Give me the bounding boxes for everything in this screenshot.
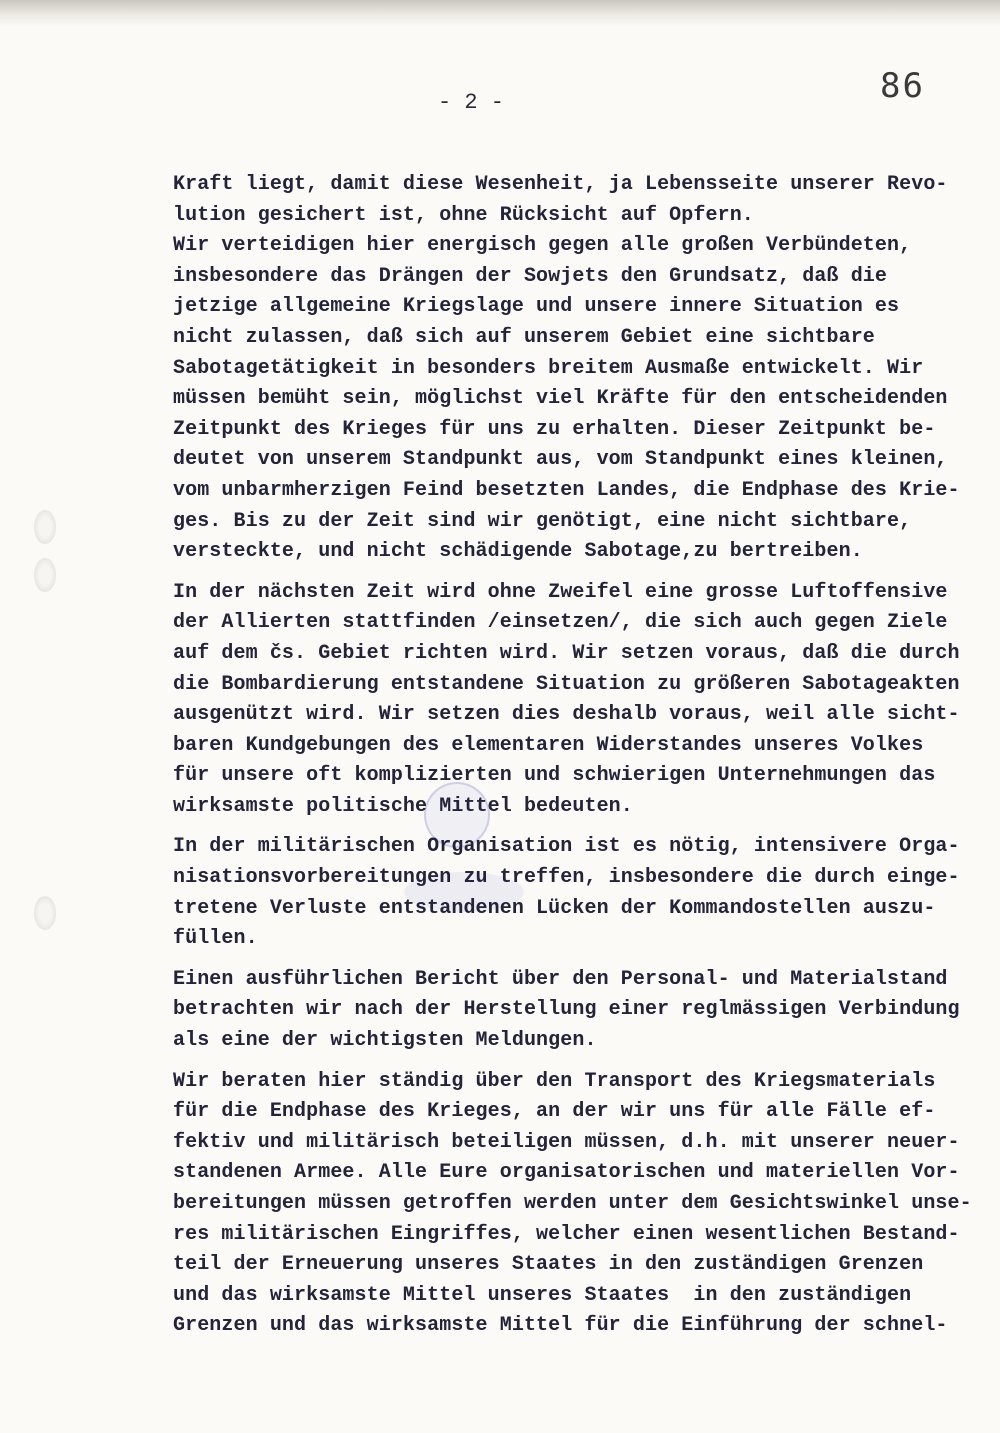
text-line: jetzige allgemeine Kriegslage und unsere innere Situation es [173,295,900,319]
text-line: ges. Bis zu der Zeit sind wir genötigt, eine nicht sichtbare, [173,509,912,533]
text-line: lution gesichert ist, ohne Rücksicht auf Opfern. [173,203,754,227]
body-text [173,170,993,1342]
text-line: Wir verteidigen hier energisch gegen alle großen Verbündeten, [173,234,912,258]
text-line: wirksamste politische Mittel bedeuten. [173,794,633,818]
page-number: - 2 - [438,90,505,115]
punch-hole [34,510,56,544]
text-line: Einen ausführlichen Bericht über den Personal- und Materialstand [173,967,948,991]
text-line: versteckte, und nicht schädigende Sabotage,zu bertreiben. [173,540,863,564]
text-line: fektiv und militärisch beteiligen müssen, d.h. mit unserer neuer- [173,1130,960,1154]
text-line: In der militärischen Organisation ist es nötig, intensivere Orga- [173,835,960,859]
text-line: tretene Verluste entstandenen Lücken der Kommandostellen auszu- [173,896,936,920]
text-line: vom unbarmherzigen Feind besetzten Landes, die Endphase des Krie- [173,478,960,502]
text-line: der Allierten stattfinden /einsetzen/, die sich auch gegen Ziele [173,611,948,635]
text-line: für die Endphase des Krieges, an der wir uns für alle Fälle ef- [173,1100,936,1124]
text-line: Kraft liegt, damit diese Wesenheit, ja Lebensseite unserer Revo- [173,173,948,196]
text-line: res militärischen Eingriffes, welcher einen wesentlichen Bestand- [173,1222,960,1246]
text-line: Zeitpunkt des Krieges für uns zu erhalten. Dieser Zeitpunkt be- [173,417,936,441]
text-line: bereitungen müssen getroffen werden unter dem Gesichtswinkel unse- [173,1192,972,1215]
text-line: füllen. [173,927,258,951]
text-line: müssen bemüht sein, möglichst viel Kräfte für den entscheidenden [173,387,948,411]
text-line: Sabotagetätigkeit in besonders breitem Ausmaße entwickelt. Wir [173,356,924,380]
text-line: die Bombardierung entstandene Situation zu größeren Sabotageakten [173,672,960,696]
scan-edge-shadow [0,0,1000,26]
text-line: und das wirksamste Mittel unseres Staates in den zuständigen [173,1283,912,1307]
text-line: standenen Armee. Alle Eure organisatorischen und materiellen Vor- [173,1161,960,1185]
text-line: für unsere oft komplizierten und schwierigen Unternehmungen das [173,764,936,788]
paragraph [173,578,993,823]
text-line: auf dem čs. Gebiet richten wird. Wir setzen voraus, daß die durch [173,641,960,665]
folio-number: 86 [880,66,925,106]
text-line: ausgenützt wird. Wir setzen dies deshalb voraus, weil alle sicht- [173,703,960,727]
text-line: deutet von unserem Standpunkt aus, vom Standpunkt eines kleinen, [173,448,948,472]
text-line: betrachten wir nach der Herstellung einer reglmässigen Verbindung [173,998,960,1022]
punch-hole [34,558,56,592]
text-line: insbesondere das Drängen der Sowjets den Grundsatz, daß die [173,264,888,288]
text-line: teil der Erneuerung unseres Staates in den zuständigen Grenzen [173,1253,924,1277]
text-line: Wir beraten hier ständig über den Transport des Kriegsmaterials [173,1069,936,1093]
paragraph [173,832,993,954]
paragraph [173,1067,993,1342]
paragraph [173,170,993,568]
text-line: baren Kundgebungen des elementaren Widerstandes unseres Volkes [173,733,924,757]
paragraph [173,965,993,1057]
text-line: als eine der wichtigsten Meldungen. [173,1029,597,1053]
text-line: Grenzen und das wirksamste Mittel für die Einführung der schnel- [173,1314,948,1338]
text-line: In der nächsten Zeit wird ohne Zweifel eine grosse Luftoffensive [173,580,948,604]
text-line: nicht zulassen, daß sich auf unserem Gebiet eine sichtbare [173,325,875,349]
punch-hole [34,896,56,930]
text-line: nisationsvorbereitungen zu treffen, insbesondere die durch einge- [173,866,960,890]
